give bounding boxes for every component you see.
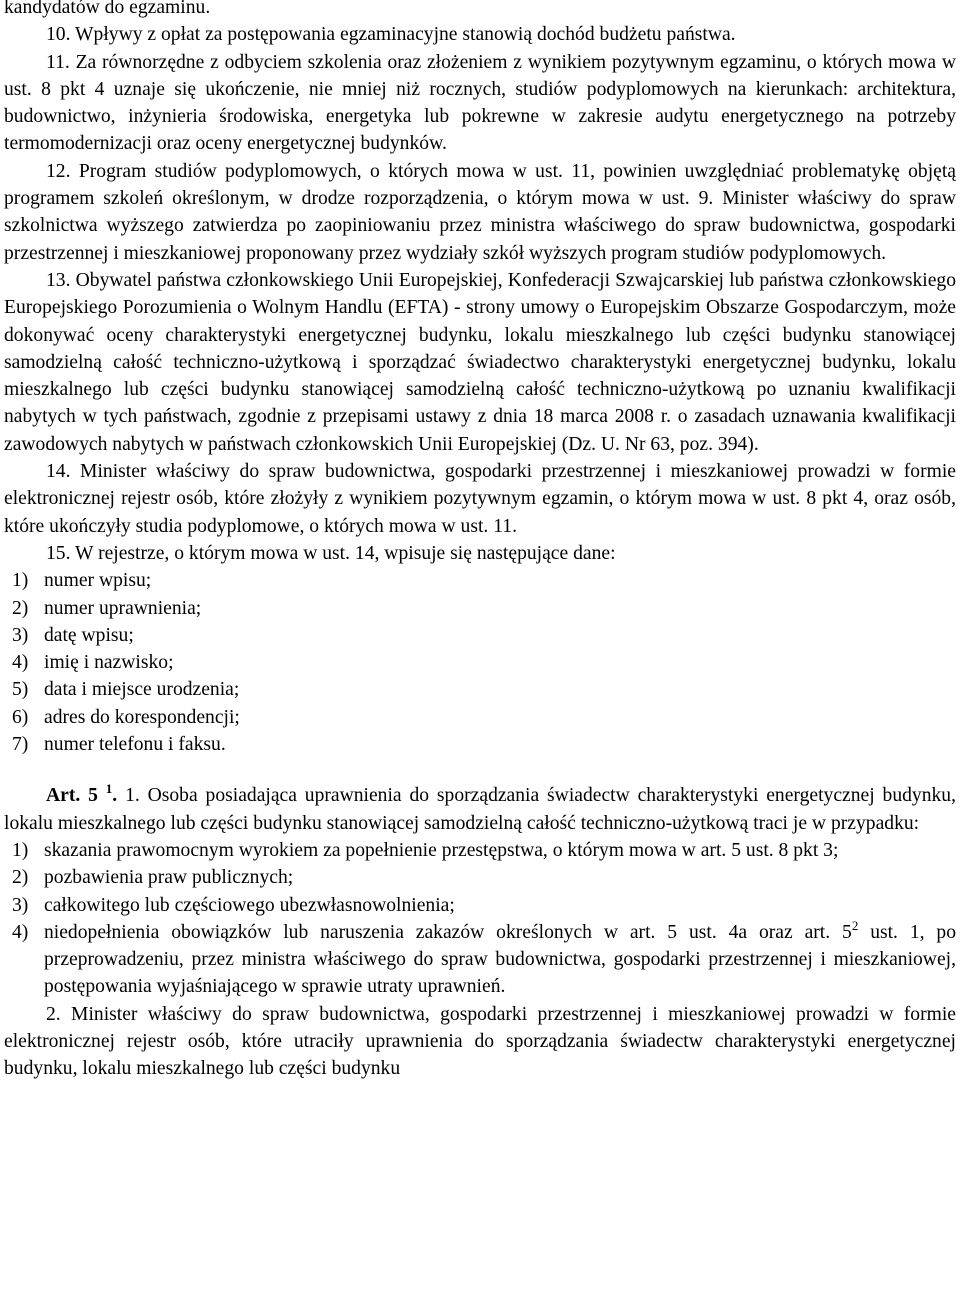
registry-data-list — [4, 567, 956, 758]
list-item — [4, 837, 956, 864]
list-item — [4, 595, 956, 622]
list-item-text: numer wpisu; — [44, 570, 152, 592]
list-item-text: pozbawienia praw publicznych; — [44, 867, 294, 889]
list-item-number: 4) — [12, 921, 29, 943]
paragraph-11: 11. Za równorzędne z odbyciem szkolenia oraz złożeniem z wynikiem pozytywnym egzaminu, o których mowa w ust. 8 pkt 4 uznaje się ukończenie, nie mniej niż rocznych, studiów podyplomowych na kierunkach: architektura, budownictwo, inżynieria środowiska, energetyka lub pokrewne w zakresie audytu energetycznego na potrzeby termomodernizacji oraz oceny energetycznej budynków. — [4, 51, 956, 155]
list-item-text: datę wpisu; — [44, 624, 134, 646]
list-item-text: data i miejsce urodzenia; — [44, 679, 240, 701]
list-item-number: 1) — [12, 839, 29, 861]
list-item-number: 1) — [12, 570, 29, 592]
list-item — [4, 676, 956, 703]
list-item — [4, 649, 956, 676]
list-item-number: 7) — [12, 734, 29, 756]
article-paragraph-2: 2. Minister właściwy do spraw budownictwa, gospodarki przestrzennej i mieszkaniowej prowadzi w formie elektronicznej rejestr osób, które utraciły uprawnienia do sporządzania świadectw charakterystyki energetycznej budynku, lokalu mieszkalnego lub części budynku — [4, 1003, 956, 1080]
list-item-number: 2) — [12, 597, 29, 619]
list-item-text: adres do korespondencji; — [44, 706, 240, 728]
list-item-text: całkowitego lub częściowego ubezwłasnowolnienia; — [44, 894, 455, 916]
list-item-text: numer telefonu i faksu. — [44, 734, 226, 756]
section-spacer — [4, 758, 956, 782]
article-label: Art. 5 — [46, 785, 98, 807]
paragraph-intro: kandydatów do egzaminu. — [4, 0, 211, 18]
list-item — [4, 567, 956, 594]
paragraph-13: 13. Obywatel państwa członkowskiego Unii Europejskiej, Konfederacji Szwajcarskiej lub państwa członkowskiego Europejskiego Porozumienia o Wolnym Handlu (EFTA) - strony umowy o Europejskim Obszarze Gospodarczym, może dokonywać oceny charakterystyki energetycznej budynku, lokalu mieszkalnego lub części budynku stanowiącej samodzielną całość techniczno-użytkową i sporządzać świadectwo charakterystyki energetycznej budynku, lokalu mieszkalnego lub części budynku stanowiącej samodzielną całość techniczno-użytkową po uznaniu kwalifikacji nabytych w tych państwach, zgodnie z przepisami ustawy z dnia 18 marca 2008 r. o zasadach uznawania kwalifikacji zawodowych nabytych w państwach członkowskich Unii Europejskiej (Dz. U. Nr 63, poz. 394). — [4, 269, 956, 455]
list-item — [4, 622, 956, 649]
list-item — [4, 892, 956, 919]
list-item-text: numer uprawnienia; — [44, 597, 202, 619]
list-item-text-continued: ust. 1, po przeprowadzeniu, przez ministra właściwego do spraw budownictwa, gospodarki przestrzennej i mieszkaniowej, postępowania wyjaśniającego w sprawie utraty uprawnień. — [44, 921, 956, 998]
list-item-superscript: 2 — [851, 917, 859, 933]
list-item — [4, 704, 956, 731]
paragraph-10: 10. Wpływy z opłat za postępowania egzaminacyjne stanowią dochód budżetu państwa. — [46, 24, 736, 46]
list-item-number: 5) — [12, 679, 29, 701]
list-item-text: niedopełnienia obowiązków lub naruszenia zakazów określonych w art. 5 ust. 4a oraz art. 5 — [44, 921, 852, 943]
article-paragraph-1-text: 1. Osoba posiadająca uprawnienia do sporządzania świadectw charakterystyki energetycznej budynku, lokalu mieszkalnego lub części budynku stanowiącej samodzielną całość techniczno-użytkową traci je w przypadku: — [4, 785, 956, 834]
list-item — [4, 864, 956, 891]
article-heading-dot: . — [112, 785, 118, 807]
article-heading — [46, 781, 118, 807]
list-item-number: 6) — [12, 706, 29, 728]
list-item-text: imię i nazwisko; — [44, 652, 174, 674]
list-item — [4, 731, 956, 758]
list-item-number: 4) — [12, 652, 29, 674]
list-item-number: 3) — [12, 624, 29, 646]
paragraph-14: 14. Minister właściwy do spraw budownictwa, gospodarki przestrzennej i mieszkaniowej prowadzi w formie elektronicznej rejestr osób, które złożyły z wynikiem pozytywnym egzamin, o którym mowa w ust. 8 pkt 4, oraz osób, które ukończyły studia podyplomowe, o których mowa w ust. 11. — [4, 461, 956, 537]
list-item-text: skazania prawomocnym wyrokiem za popełnienie przestępstwa, o którym mowa w art. 5 ust. 8 pkt 3; — [44, 839, 839, 861]
paragraph-15: 15. W rejestrze, o którym mowa w ust. 14, wpisuje się następujące dane: — [46, 542, 616, 564]
list-item-number: 3) — [12, 894, 29, 916]
article-paragraph-1 — [4, 782, 956, 837]
document-page — [4, 0, 956, 1083]
list-item-number: 2) — [12, 867, 29, 889]
paragraph-12: 12. Program studiów podyplomowych, o których mowa w ust. 11, powinien uwzględniać problematykę objętą programem szkoleń określonym, w drodze rozporządzenia, o którym mowa w ust. 9. Minister właściwy do spraw szkolnictwa wyższego zatwierdza po zaopiniowaniu przez ministra właściwego do spraw budownictwa, gospodarki przestrzennej i mieszkaniowej proponowany przez wydziały szkół wyższych program studiów podyplomowych. — [4, 160, 956, 264]
list-item — [4, 919, 956, 1001]
revocation-cases-list — [4, 837, 956, 1001]
article-superscript: 1 — [105, 781, 113, 797]
